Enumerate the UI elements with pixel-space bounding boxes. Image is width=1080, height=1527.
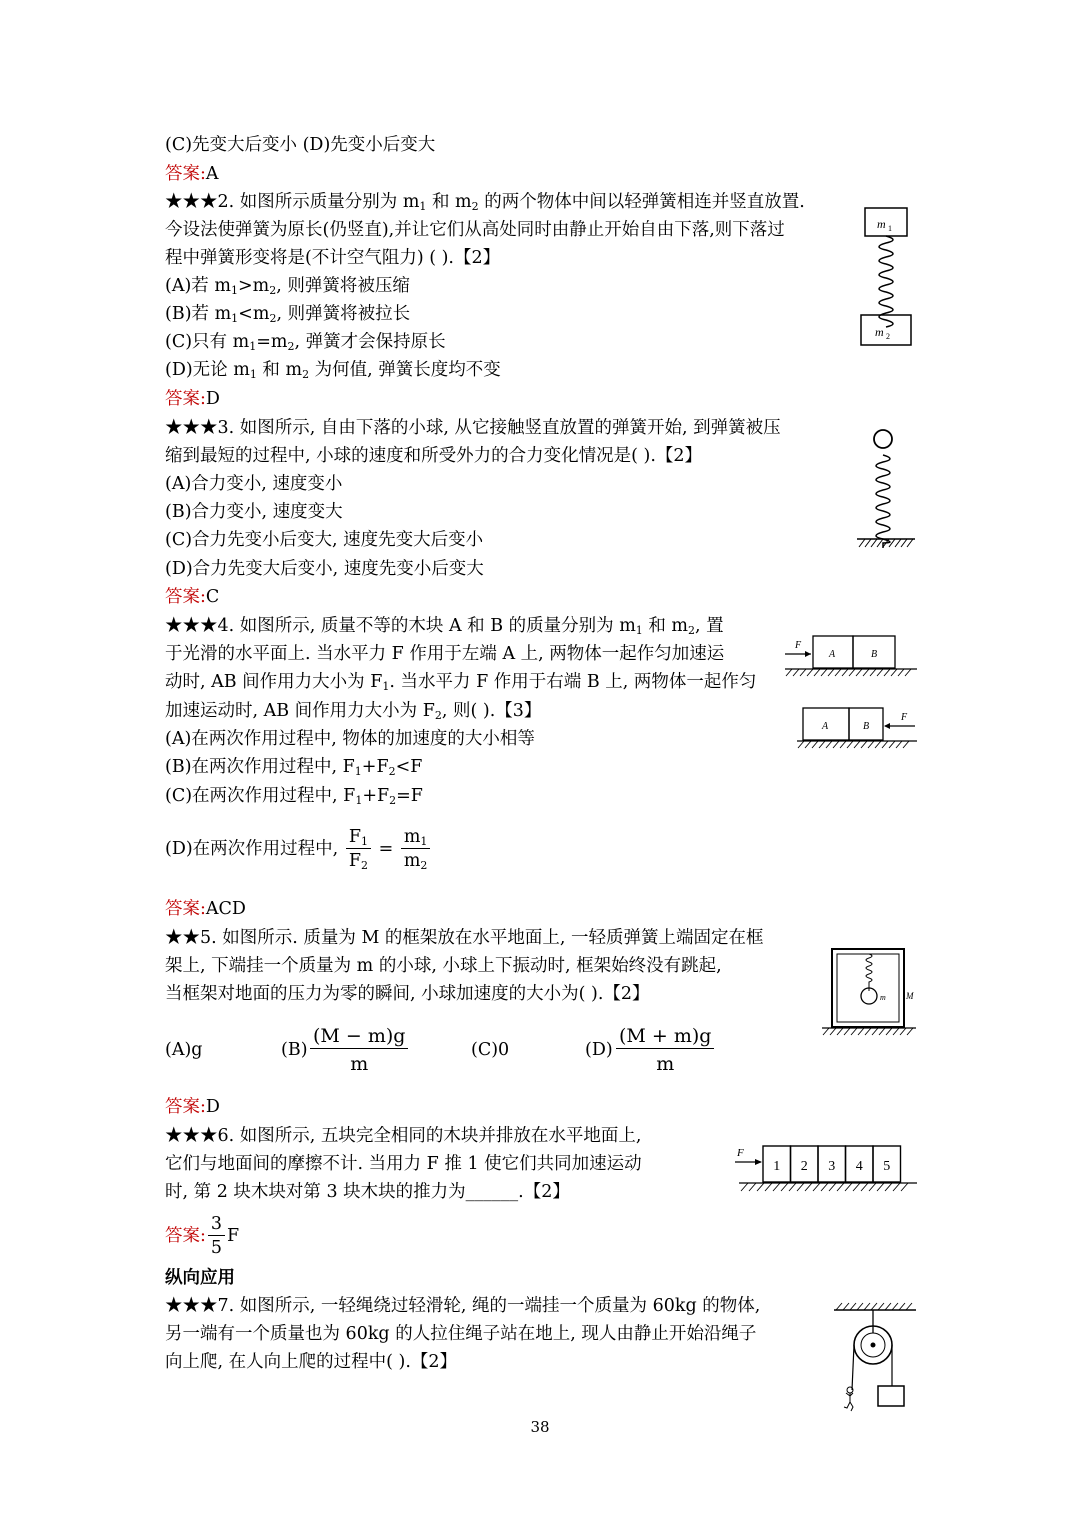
answer-label: 答案:	[165, 389, 206, 409]
text: 和 m	[642, 616, 689, 636]
answer-label: 答案:	[165, 1226, 206, 1246]
mass-box-1	[865, 208, 907, 236]
sub: 1	[420, 835, 428, 848]
block-a-label: A	[822, 721, 829, 732]
answer-line	[165, 585, 219, 609]
five-blocks-figure	[733, 1140, 919, 1196]
question-5-line-1: ★★5. 如图所示. 质量为 M 的框架放在水平地面上, 一轻质弹簧上端固定在框	[165, 928, 764, 948]
text: =F	[396, 786, 423, 806]
text: ★★★2. 如图所示质量分别为 m	[165, 192, 420, 212]
answer-value: D	[205, 389, 220, 409]
text: ★★★4. 如图所示, 质量不等的木块 A 和 B 的质量分别为 m	[165, 616, 636, 636]
text: 为何值, 弹簧长度均不变	[309, 360, 501, 380]
sub: 2	[389, 794, 397, 807]
question-4-line-2: 于光滑的水平面上. 当水平力 F 作用于左端 A 上, 两物体一起作匀加速运	[165, 644, 725, 664]
option-d-label: (D)	[585, 1040, 613, 1060]
text: (D)无论 m	[165, 360, 250, 380]
arrowhead	[805, 651, 811, 657]
block-4-label: 4	[855, 1159, 863, 1174]
mass-1-label: m	[877, 217, 886, 231]
option-a	[165, 274, 410, 298]
option-b-fraction	[310, 1024, 408, 1079]
sub: 1	[419, 200, 427, 213]
text: , 弹簧才会保持原长	[294, 332, 446, 352]
sub: 2	[434, 709, 442, 722]
answer-label: 答案:	[165, 164, 206, 184]
text: , 则弹簧将被拉长	[276, 304, 411, 324]
answer-line	[165, 387, 220, 411]
denominator: m	[656, 1053, 675, 1075]
sub: 2	[360, 859, 368, 872]
option-d	[165, 824, 432, 874]
hanging-mass	[878, 1386, 904, 1406]
question-5-line-3: 当框架对地面的压力为零的瞬间, 小球加速度的大小为( ).【2】	[165, 984, 650, 1004]
question-7-line-2: 另一端有一个质量也为 60kg 的人拉住绳子站在地上, 现人由静止开始沿绳子	[165, 1324, 757, 1344]
question-3-line-1: ★★★3. 如图所示, 自由下落的小球, 从它接触竖直放置的弹簧开始, 到弹簧被压	[165, 418, 781, 438]
block-1-label: 1	[773, 1159, 781, 1174]
block-b-label: B	[871, 649, 878, 660]
answer-value: A	[205, 164, 219, 184]
ceiling-hatch	[836, 1303, 912, 1310]
answer-value: C	[205, 587, 220, 607]
frame-spring-figure	[820, 945, 918, 1037]
question-4-line-4	[165, 699, 541, 723]
option-b: (B)合力变小, 速度变大	[165, 502, 343, 522]
text: (B)若 m	[165, 304, 232, 324]
page-number: 38	[530, 1418, 550, 1436]
text: <F	[395, 757, 423, 777]
text: (B)在两次作用过程中, F	[165, 757, 355, 777]
ground-hatch	[741, 1183, 908, 1191]
question-2-line-3: 程中弹簧形变将是(不计空气阻力) ( ).【2】	[165, 248, 501, 268]
force-label: F	[795, 640, 802, 651]
text: F	[348, 851, 361, 871]
force-label: F	[737, 1147, 744, 1159]
frame-label: M	[906, 991, 914, 1001]
question-2-line-2: 今设法使弹簧为原长(仍竖直),并让它们从高处同时由静止开始自由下落,则下落过	[165, 220, 785, 240]
text: (A)若 m	[165, 276, 231, 296]
text: =m	[256, 332, 288, 352]
question-6-line-1: ★★★6. 如图所示, 五块完全相同的木块并排放在水平地面上,	[165, 1126, 642, 1146]
text: m	[403, 851, 421, 871]
option-a: (A)g	[165, 1040, 203, 1060]
question-2-line-1	[165, 190, 805, 214]
text: . 当水平力 F 作用于右端 B 上, 两物体一起作匀	[389, 672, 757, 692]
text: , 置	[695, 616, 724, 636]
sub: 2	[287, 340, 295, 353]
pulley-figure	[830, 1300, 920, 1422]
sub: 2	[269, 284, 277, 297]
text: (C)在两次作用过程中, F	[165, 786, 356, 806]
spring	[866, 954, 872, 991]
spring	[879, 236, 893, 327]
option-b	[165, 755, 422, 779]
question-3-line-2: 缩到最短的过程中, 小球的速度和所受外力的合力变化情况是( ).【2】	[165, 446, 703, 466]
option-c	[165, 330, 446, 354]
text: m	[403, 827, 421, 847]
pulley-axle	[871, 1343, 876, 1348]
block-5-label: 5	[883, 1159, 891, 1174]
text: 加速运动时, AB 间作用力大小为 F	[165, 701, 435, 721]
arrowhead	[884, 723, 890, 729]
answer-label: 答案:	[165, 899, 206, 919]
block-b-label: B	[863, 721, 870, 732]
numerator: 3	[208, 1213, 225, 1236]
ground-hatch	[823, 1028, 913, 1035]
option-d	[165, 358, 501, 382]
sub: 2	[388, 765, 396, 778]
answer-value: D	[205, 1097, 220, 1117]
numerator: (M − m)g	[310, 1024, 408, 1049]
answer-value: F	[227, 1226, 240, 1246]
option-b-label: (B)	[281, 1040, 308, 1060]
sub: 2	[420, 859, 428, 872]
text: >m	[237, 276, 270, 296]
option-d: (D)合力先变大后变小, 速度先变小后变大	[165, 559, 484, 579]
two-blocks-figure	[783, 632, 919, 752]
person-icon	[844, 1393, 853, 1411]
answer-line	[165, 897, 246, 921]
option-d-fraction	[616, 1024, 714, 1079]
fraction-f1-f2	[346, 826, 371, 873]
text: +F	[361, 757, 389, 777]
question-6-line-3: 时, 第 2 块木块对第 3 块木块的推力为______.【2】	[165, 1182, 570, 1202]
text: , 则( ).【3】	[441, 701, 542, 721]
text: 和 m	[256, 360, 303, 380]
mass-2-label: m	[875, 325, 884, 339]
text: F	[348, 827, 361, 847]
sub: 1	[360, 835, 368, 848]
rope-left	[852, 1345, 854, 1390]
mass-2-sub: 2	[886, 332, 890, 341]
answer-line	[165, 162, 219, 186]
fraction-m1-m2	[401, 826, 431, 873]
question-7-line-1: ★★★7. 如图所示, 一轻绳绕过轻滑轮, 绳的一端挂一个质量为 60kg 的物体,	[165, 1296, 761, 1316]
text: (C)只有 m	[165, 332, 250, 352]
section-heading: 纵向应用	[165, 1268, 235, 1288]
text: <m	[238, 304, 270, 324]
equals-sign: =	[378, 839, 394, 859]
sub: 1	[354, 765, 362, 778]
option-c	[165, 784, 423, 808]
answer-value: ACD	[205, 899, 246, 919]
arrowhead	[755, 1159, 762, 1165]
spring-masses-figure	[855, 205, 920, 350]
sub: 1	[230, 284, 238, 297]
answer-fraction	[208, 1213, 225, 1260]
question-4-line-3	[165, 670, 756, 694]
sub: 2	[471, 200, 479, 213]
ball-spring-figure	[853, 425, 921, 550]
answer-label: 答案:	[165, 1097, 206, 1117]
ball-label: m	[880, 993, 886, 1002]
spring	[876, 455, 890, 548]
sub: 1	[231, 312, 239, 325]
mass-1-sub: 1	[888, 224, 892, 233]
sub: 1	[249, 340, 257, 353]
sub: 2	[688, 624, 696, 637]
option-b	[165, 302, 410, 326]
option-c: (C)合力先变小后变大, 速度先变大后变小	[165, 530, 484, 550]
sub: 1	[249, 368, 257, 381]
ball	[874, 430, 892, 448]
question-5-line-2: 架上, 下端挂一个质量为 m 的小球, 小球上下振动时, 框架始终没有跳起,	[165, 956, 722, 976]
answer-line	[165, 1212, 239, 1260]
ground-hatch	[786, 669, 911, 676]
block-2-label: 2	[800, 1159, 808, 1174]
sub: 2	[302, 368, 310, 381]
sub: 1	[635, 624, 643, 637]
denominator: 5	[210, 1238, 223, 1258]
ground-hatch	[798, 741, 909, 748]
force-label: F	[901, 712, 908, 723]
block-a-label: A	[829, 649, 836, 660]
numerator: (M + m)g	[616, 1024, 714, 1049]
text: 动时, AB 间作用力大小为 F	[165, 672, 383, 692]
denominator: m	[350, 1053, 369, 1075]
option-line: (C)先变大后变小 (D)先变小后变大	[165, 135, 436, 155]
option-c: (C)0	[471, 1040, 510, 1060]
blocks-group	[763, 1146, 901, 1182]
sub: 1	[382, 680, 390, 693]
question-4-line-1	[165, 614, 724, 638]
option-a: (A)合力变小, 速度变小	[165, 474, 343, 494]
answer-label: 答案:	[165, 587, 206, 607]
sub: 2	[269, 312, 277, 325]
text: (D)在两次作用过程中,	[165, 839, 339, 859]
option-a: (A)在两次作用过程中, 物体的加速度的大小相等	[165, 729, 535, 749]
question-6-line-2: 它们与地面间的摩擦不计. 当用力 F 推 1 使它们共同加速运动	[165, 1154, 642, 1174]
text: , 则弹簧将被压缩	[276, 276, 410, 296]
block-3-label: 3	[828, 1159, 836, 1174]
text: 和 m	[426, 192, 472, 212]
sub: 1	[355, 794, 363, 807]
question-7-line-3: 向上爬, 在人向上爬的过程中( ).【2】	[165, 1352, 458, 1372]
answer-line	[165, 1095, 220, 1119]
text: 的两个物体中间以轻弹簧相连并竖直放置.	[478, 192, 805, 212]
text: +F	[362, 786, 390, 806]
